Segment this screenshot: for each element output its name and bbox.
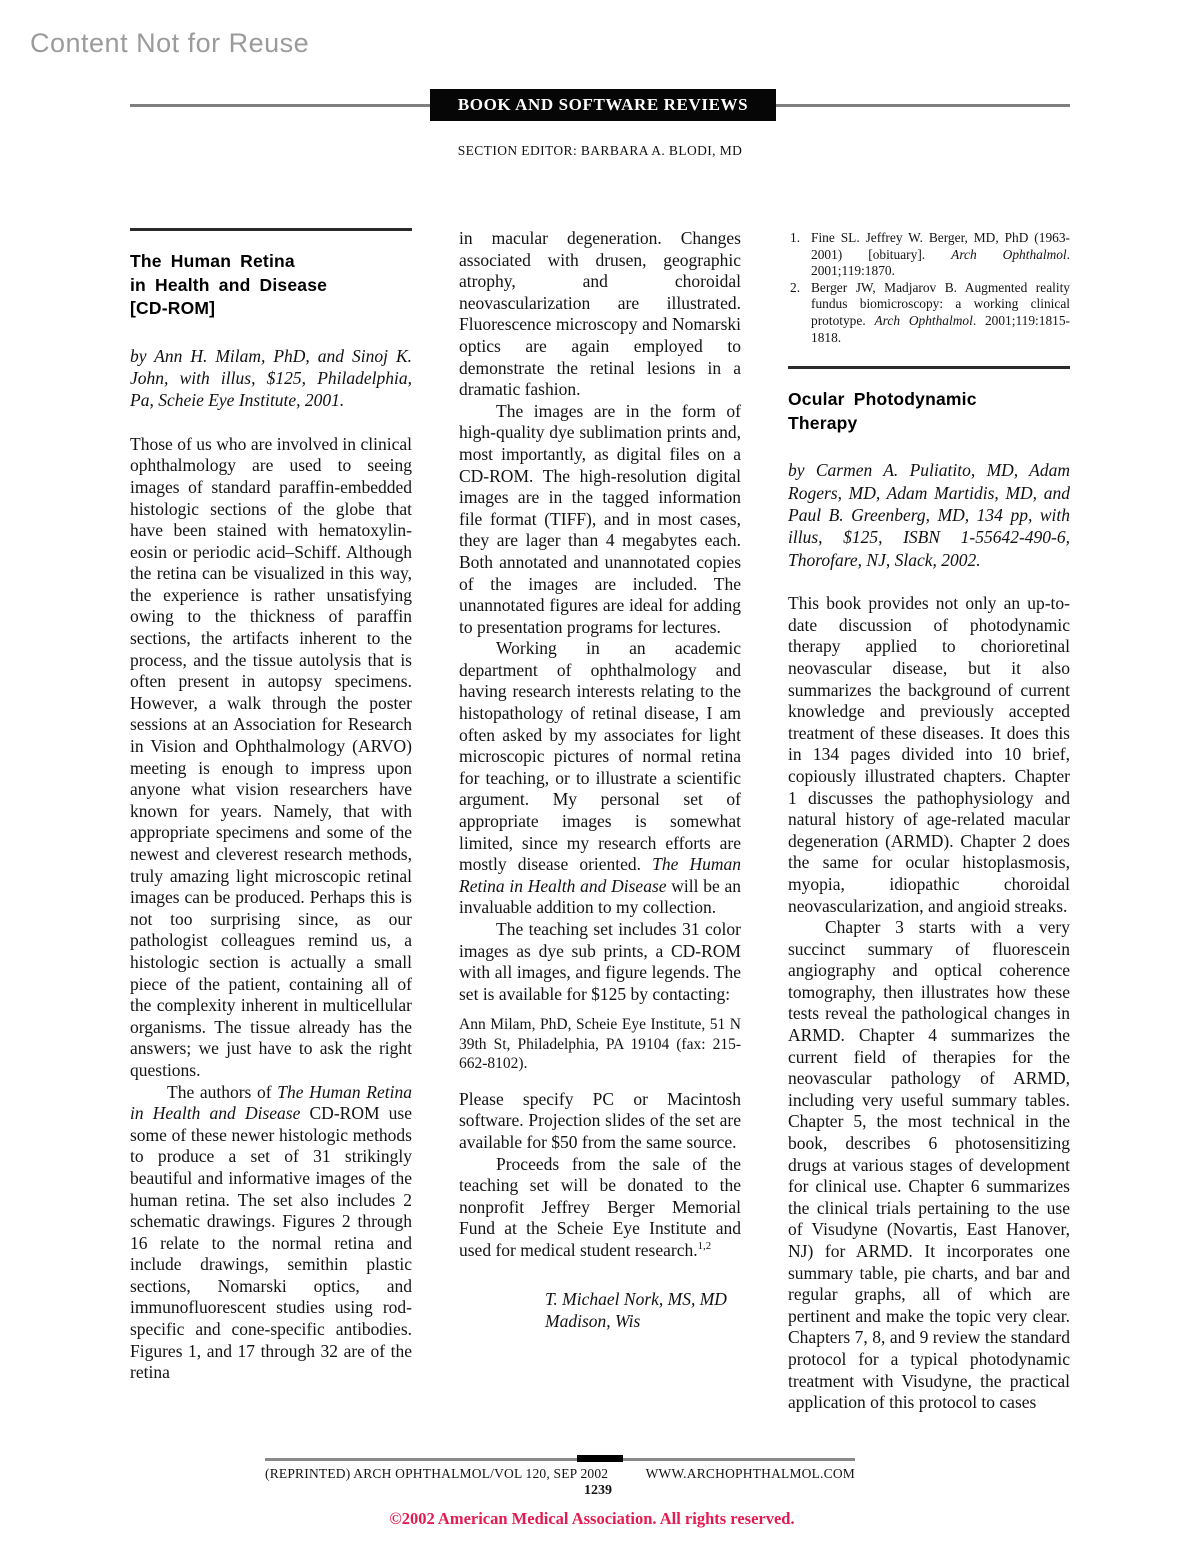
review1-signature: T. Michael Nork, MS, MD Madison, Wis [545, 1288, 727, 1332]
footer-reprint-text: (REPRINTED) ARCH OPHTHALMOL/VOL 120, SEP 2002 [265, 1466, 609, 1481]
footer-divider-tab [577, 1455, 623, 1462]
reference-item-2 [788, 280, 1070, 346]
review1-paragraph-6: The teaching set includes 31 color images as dye sub prints, a CD-ROM with all images, and figure legends. The set is available for $125 by contacting: [459, 919, 741, 1004]
review1-contact-block: Ann Milam, PhD, Scheie Eye Institute, 51 N 39th St, Philadelphia, PA 19104 (fax: 215-662-8102). [459, 1016, 741, 1073]
footer-divider-rule [265, 1458, 855, 1461]
reference-text: Berger JW, Madjarov B. Augmented reality fundus biomicroscopy: a working clinical prototype. Arch Ophthalmol. 2001;119:1815-1818. [811, 279, 1071, 345]
review2-paragraph-1: This book provides not only an up-to-date discussion of photodynamic therapy applied to chorioretinal neovascular disease, but it also summarizes the background of current knowledge and previously accepted treatment of these diseases. It does this in 134 pages divided into 10 brief, copiously illustrated chapters. Chapter 1 discusses the pathophysiology and natural history of age-related macular degeneration (ARMD). Chapter 2 does the same for ocular histoplasmosis, myopia, idiopathic choroidal neovascularization, and angioid streaks. [788, 593, 1070, 916]
review1-title: The Human Retina in Health and Disease [CD-ROM] [130, 251, 328, 318]
review1-paragraph-7: Please specify PC or Macintosh software. Projection slides of the set are available for $50 from the same source. [459, 1088, 741, 1153]
column-right [788, 228, 1070, 1414]
reference-text: Fine SL. Jeffrey W. Berger, MD, PhD (1963-2001) [obituary]. Arch Ophthalmol. 2001;119:1870. [811, 230, 1071, 279]
column-left [130, 228, 412, 1384]
section-banner: BOOK AND SOFTWARE REVIEWS [430, 89, 776, 121]
page-number: 1239 [584, 1483, 612, 1498]
reference-number: 1. [790, 230, 801, 245]
review2-byline: by Carmen A. Puliatito, MD, Adam Rogers, MD, Adam Martidis, MD, and Paul B. Greenberg, MD, 134 pp, with illus, $125, ISBN 1-55642-490-6, Thorofare, NJ, Slack, 2002. [788, 460, 1070, 570]
review2-paragraph-2: Chapter 3 starts with a very succinct summary of fluorescein angiography and optical coherence tomography, then illustrates how these tests reveal the pathological changes in ARMD. Chapter 4 summarizes the current field of therapies for the neovascular pathology of ARMD, including very useful summary tables. Chapter 5, the most technical in the book, describes 6 photosensitizing drugs at various stages of development for clinical use. Chapter 6 summarizes the clinical trials pertaining to the use of Visudyne (Novartis, East Hanover, NJ) for ARMD. It incorporates one summary table, pie charts, and bar and regular graphs, all of which are pertinent and make the topic very clear. Chapters 7, 8, and 9 review the standard protocol for a typical photodynamic treatment with Visudyne, the practical application of this protocol to cases [788, 917, 1070, 1413]
reference-item-1 [788, 230, 1070, 280]
review1-paragraph-5: Working in an academic department of ophthalmology and having research interests relating to the histopathology of retinal disease, I am often asked by my associates for light microscopic pictures of normal retina for teaching, or to illustrate a scientific argument. My personal set of appropriate images is somewhat limited, since my research efforts are mostly disease oriented. The Human Retina in Health and Disease will be an invaluable addition to my collection. [459, 638, 741, 918]
review1-title-rule [130, 228, 412, 231]
reference-number: 2. [790, 279, 801, 295]
review1-paragraph-4: The images are in the form of high-quality dye sublimation prints and, most importantly, as digital files on a CD-ROM. The high-resolution digital images are in the tagged information file format (TIFF), and in most cases, they are lager than 4 megabytes each. Both annotated and unannotated copies of the images are included. The unannotated figures are ideal for adding to presentation programs for lectures. [459, 400, 741, 637]
review1-paragraph-3: in macular degeneration. Changes associated with drusen, geographic atrophy, and choroidal neovascularization are illustrated. Fluorescence microscopy and Nomarski optics are again employed to demonstrate the retinal lesions in a dramatic fashion. [459, 228, 741, 400]
copyright-notice: ©2002 American Medical Association. All rights reserved. [389, 1509, 795, 1528]
footer-website-text: WWW.ARCHOPHTHALMOL.COM [645, 1466, 855, 1481]
review1-paragraph-8: Proceeds from the sale of the teaching set will be donated to the nonprofit Jeffrey Berger Memorial Fund at the Scheie Eye Institute and used for medical student research.$^{1,2}$ [459, 1153, 741, 1261]
review1-paragraph-2: The authors of The Human Retina in Health and Disease CD-ROM use some of these newer histologic methods to produce a set of 31 strikingly beautiful and informative images of the human retina. The set also includes 2 schematic drawings. Figures 2 through 16 relate to the normal retina and include drawings, semithin plastic sections, Nomarski optics, and immunofluorescent studies using rod-specific and cone-specific antibodies. Figures 1, and 17 through 32 are of the retina [130, 1081, 412, 1383]
review1-paragraph-1: Those of us who are involved in clinical ophthalmology are used to seeing images of standard paraffin-embedded histologic sections of the globe that have been stained with hematoxylin-eosin or periodic acid–Schiff. Although the retina can be visualized in this way, the experience is rather unsatisfying owing to the thickness of paraffin sections, the artifacts inherent to the process, and the tissue autolysis that is often present in autopsy specimens. However, a walk through the poster sessions at an Association for Research in Vision and Ophthalmology (ARVO) meeting is enough to impress upon anyone what vision researchers have known for years. Namely, that with appropriate specimens and some of the newest and cleverest research methods, truly amazing light microscopic retinal images can be produced. Perhaps this is not too surprising since, as our pathologist colleagues remind us, a histologic section is actually a small piece of the patient, containing all of the complexity inherent in multicellular organisms. The tissue already has the answers; we just have to ask the right questions. [130, 433, 412, 1080]
watermark-text: Content Not for Reuse [30, 28, 310, 58]
review2-title-rule [788, 366, 1070, 369]
review2-title: Ocular Photodynamic Therapy [788, 389, 977, 433]
footer-journal-line [265, 1466, 855, 1482]
reference-list [788, 230, 1070, 346]
article-columns [130, 228, 1071, 1414]
section-editor-line: SECTION EDITOR: BARBARA A. BLODI, MD [457, 143, 743, 158]
review1-byline: by Ann H. Milam, PhD, and Sinoj K. John, with illus, $125, Philadelphia, Pa, Scheie Eye Institute, 2001. [130, 345, 412, 411]
column-middle [459, 228, 741, 1332]
